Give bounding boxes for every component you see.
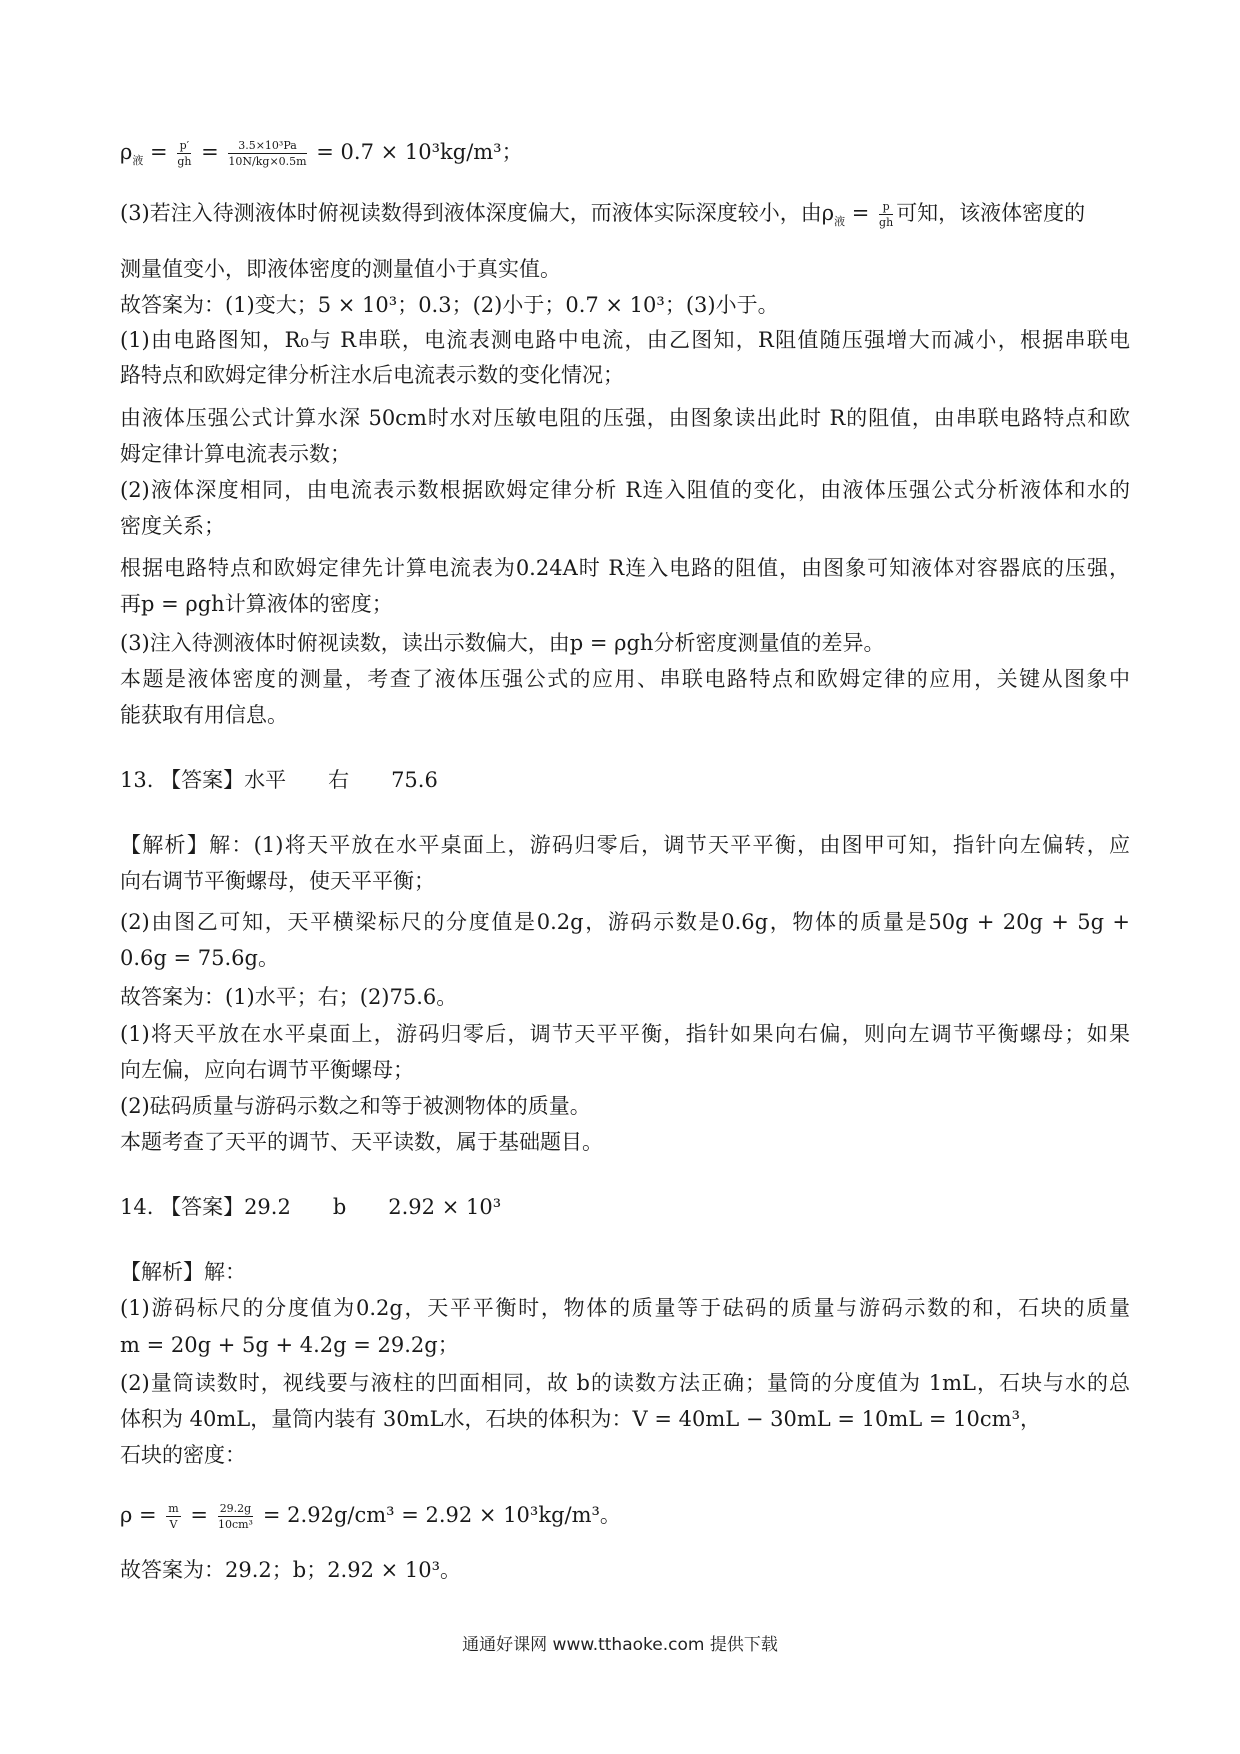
text-line: 向右调节平衡螺母，使天平平衡； — [120, 869, 435, 893]
text-line: 再p = ρgh计算液体的密度； — [120, 592, 393, 616]
text-line: m = 20g + 5g + 4.2g = 29.2g； — [120, 1333, 459, 1357]
fraction: $\frac{p}{gh}$ — [879, 200, 894, 229]
text-line: 石块的密度： — [120, 1443, 246, 1467]
answer-line: 故答案为：29.2；b；2.92 × 10³。 — [120, 1558, 462, 1582]
text-line: (3)注入待测液体时俯视读数，读出示数偏大，由p = ρgh分析密度测量值的差异。 — [120, 631, 885, 655]
text-line: 【解析】解： — [120, 1260, 246, 1284]
text-line: (2)液体深度相同，由电流表示数根据欧姆定律分析 R连入阻值的变化，由液体压强公式分析液体和水的 — [120, 478, 1130, 502]
text-line: 体积为 40mL，量筒内装有 30mL水，石块的体积为：V = 40mL − 30mL = 10mL = 10cm³， — [120, 1407, 1042, 1431]
text-line: (2)量筒读数时，视线要与液柱的凹面相同，故 b的读数方法正确；量筒的分度值为 1mL，石块与水的总 — [120, 1371, 1130, 1395]
fraction: $\frac{m}{V}$ — [168, 1502, 179, 1531]
text-line: (2)砝码质量与游码示数之和等于被测物体的质量。 — [120, 1094, 591, 1118]
text-line: 向左偏，应向右调节平衡螺母； — [120, 1058, 414, 1082]
text-line: 测量值变小，即液体密度的测量值小于真实值。 — [120, 257, 561, 281]
formula-liquid-density: $\rho_液$ = $\frac{p'}{gh}$ = $\frac{\text{3.5×10³Pa}}{10N/kg\times 0.5m}$ = 0.7 × 10³kg/m³； — [120, 139, 523, 168]
fraction: $\frac{p'}{gh}$ — [177, 139, 192, 168]
answer-line: 故答案为：(1)水平；右；(2)75.6。 — [120, 985, 458, 1009]
page-footer: 通通好课网 www.tthaoke.com 提供下载 — [462, 1635, 778, 1655]
text-line: 路特点和欧姆定律分析注水后电流表示数的变化情况； — [120, 363, 624, 387]
text-line: (1)由电路图知，R₀与 R串联，电流表测电路中电流，由乙图知，R阻值随压强增大而减小，根据串联电 — [120, 328, 1130, 352]
formula-stone-density: ρ = $\frac{m}{V}$ = $\frac{29.2g}{\text{10cm³}}$ = 2.92g/cm³ = 2.92 × 10³kg/m³。 — [120, 1502, 621, 1531]
text-line: 能获取有用信息。 — [120, 703, 288, 727]
text-line: (2)由图乙可知，天平横梁标尺的分度值是0.2g，游码示数是0.6g，物体的质量是50g + 20g + 5g + — [120, 910, 1130, 934]
text-line: (1)将天平放在水平桌面上，游码归零后，调节天平平衡，指针如果向右偏，则向左调节平衡螺母；如果 — [120, 1022, 1130, 1046]
text-line: 密度关系； — [120, 514, 225, 538]
text-line: 0.6g = 75.6g。 — [120, 946, 279, 970]
text-line: 姆定律计算电流表示数； — [120, 442, 351, 466]
text-line: (1)游码标尺的分度值为0.2g，天平平衡时，物体的质量等于砝码的质量与游码示数的和，石块的质量 — [120, 1296, 1130, 1320]
text-line: (3)若注入待测液体时俯视读数得到液体深度偏大，而液体实际深度较小，由$\rho_液$ = $\frac{p}{gh}$ 可知，该液体密度的 — [120, 200, 1086, 229]
text-line: 本题是液体密度的测量，考查了液体压强公式的应用、串联电路特点和欧姆定律的应用，关键从图象中 — [120, 667, 1130, 691]
answer-line: 故答案为：(1)变大；5 × 10³；0.3；(2)小于；0.7 × 10³；(3)小于。 — [120, 293, 779, 317]
answer-heading-14: 14. 【答案】29.2 b 2.92 × 10³ — [120, 1195, 502, 1219]
fraction: $\frac{\text{3.5×10³Pa}}{10N/kg\times 0.5m}$ — [228, 139, 307, 168]
answer-heading-13: 13. 【答案】水平 右 75.6 — [120, 768, 438, 792]
text-line: 根据电路特点和欧姆定律先计算电流表为0.24A时 R连入电路的阻值，由图象可知液体对容器底的压强， — [120, 556, 1130, 580]
text-line: 本题考查了天平的调节、天平读数，属于基础题目。 — [120, 1130, 603, 1154]
text-line: 由液体压强公式计算水深 50cm时水对压敏电阻的压强，由图象读出此时 R的阻值，由串联电路特点和欧 — [120, 406, 1130, 430]
fraction: $\frac{29.2g}{\text{10cm³}}$ — [217, 1502, 253, 1531]
text-line: 【解析】解：(1)将天平放在水平桌面上，游码归零后，调节天平平衡，由图甲可知，指针向左偏转，应 — [120, 833, 1130, 857]
